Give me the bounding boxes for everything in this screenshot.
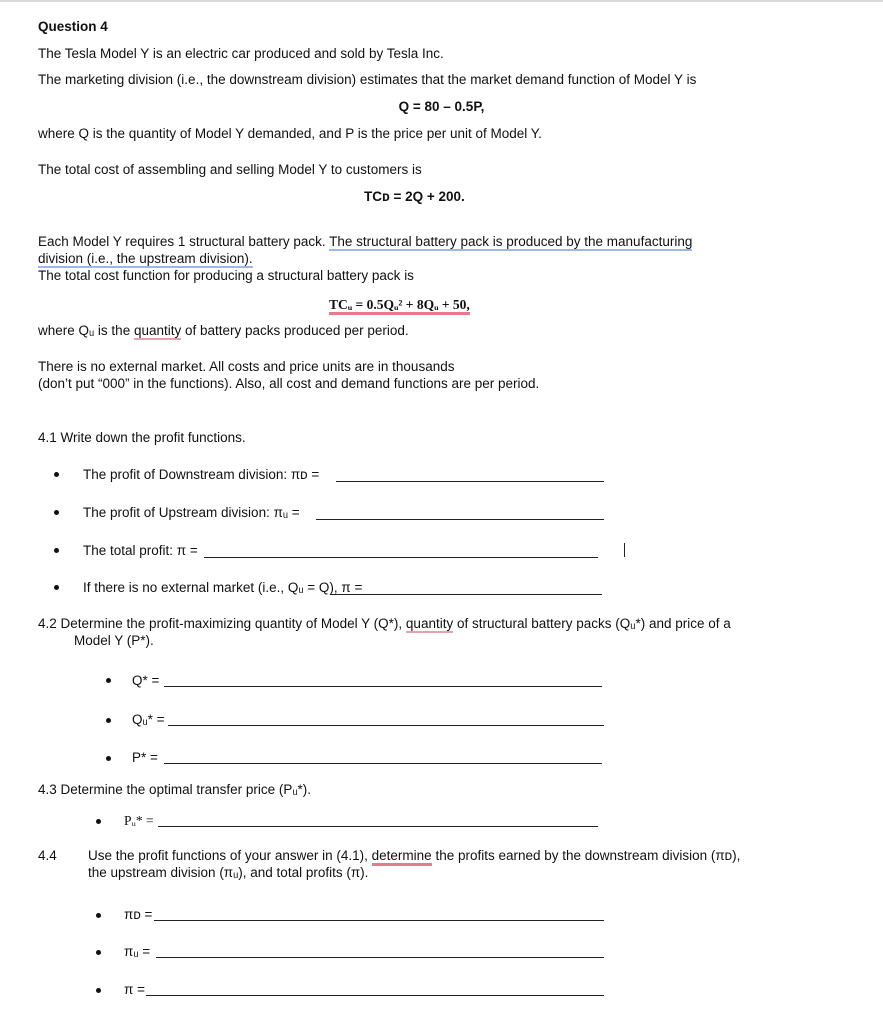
text-cursor <box>624 543 625 557</box>
answer-blank-qustar[interactable] <box>168 725 604 726</box>
q41-item-upstream: The profit of Upstream division: πᵤ = <box>83 505 300 520</box>
q42-title: 4.2 Determine the profit-maximizing quantity of Model Y (Q*), quantity of structural battery packs (Qᵤ*) and price of a <box>38 616 731 631</box>
q42-item-qstar: Q* = <box>132 673 160 688</box>
answer-blank-pi-no-market[interactable] <box>330 594 602 595</box>
answer-blank-pustar[interactable] <box>158 826 598 827</box>
q41-title: 4.1 Write down the profit functions. <box>38 430 246 445</box>
q44-title: Use the profit functions of your answer in (4.1), determine the profits earned by the downstream division (πᴅ), <box>88 847 740 864</box>
bullet <box>96 988 101 993</box>
battery-text-c: division (i.e., the upstream division). <box>38 251 253 266</box>
q44-title-line2: the upstream division (πᵤ), and total profits (π). <box>88 865 369 880</box>
q41-item-total: The total profit: π = <box>83 543 198 558</box>
answer-blank-pstar[interactable] <box>164 763 602 764</box>
question-title: Question 4 <box>38 19 108 34</box>
answer-blank-pi-total[interactable] <box>204 557 598 558</box>
answer-blank-44-pi-d[interactable] <box>154 920 604 921</box>
bullet <box>54 585 59 590</box>
bullet <box>106 718 111 723</box>
bullet <box>96 950 101 955</box>
q41-item-downstream: The profit of Downstream division: πᴅ = <box>83 467 320 482</box>
q43-item-pustar: Pᵤ* = <box>124 813 154 828</box>
answer-blank-qstar[interactable] <box>164 686 602 687</box>
q44-item-pi-d: πᴅ = <box>124 907 153 922</box>
bullet <box>106 756 111 761</box>
q43-title: 4.3 Determine the optimal transfer price (Pᵤ*). <box>38 782 312 797</box>
note-line2: (don’t put “000” in the functions). Also, all cost and demand functions are per period. <box>38 376 540 391</box>
tcu-function: TCᵤ = 0.5Qᵤ² + 8Qᵤ + 50, <box>329 296 470 313</box>
answer-blank-44-pi-u[interactable] <box>156 957 604 958</box>
battery-paragraph-line2 <box>38 250 253 267</box>
note-line1: There is no external market. All costs and price units are in thousands <box>38 359 455 374</box>
bullet <box>106 678 111 683</box>
demand-function: Q = 80 – 0.5P, <box>398 99 485 114</box>
q44-item-pi-u: πᵤ = <box>124 944 151 959</box>
q44-number: 4.4 <box>38 848 57 863</box>
bullet <box>96 913 101 918</box>
tcd-function: TCᴅ = 2Q + 200. <box>364 189 465 204</box>
q41-item-no-market: If there is no external market (i.e., Qᵤ = Q), π = <box>83 580 363 595</box>
bullet <box>96 819 101 824</box>
q44-item-pi-total: π = <box>124 982 145 997</box>
bullet <box>54 472 59 477</box>
top-border <box>0 0 883 2</box>
answer-blank-44-pi-total[interactable] <box>146 995 604 996</box>
battery-text-b: The structural battery pack is produced by the manufacturing <box>329 234 693 249</box>
demand-where-text: where Q is the quantity of Model Y demanded, and P is the price per unit of Model Y. <box>38 126 542 141</box>
answer-blank-pi-d[interactable] <box>336 481 604 482</box>
q42-item-pstar: P* = <box>132 750 158 765</box>
battery-text-a: Each Model Y requires 1 structural battery pack. <box>38 234 330 249</box>
battery-paragraph-line1 <box>38 233 692 250</box>
intro-text: The Tesla Model Y is an electric car produced and sold by Tesla Inc. <box>38 46 444 61</box>
marketing-text: The marketing division (i.e., the downstream division) estimates that the market demand function of Model Y is <box>38 72 697 87</box>
tc-text: The total cost of assembling and selling Model Y to customers is <box>38 162 422 177</box>
q42-title-line2: Model Y (P*). <box>74 633 154 648</box>
q42-item-qustar: Qᵤ* = <box>132 712 165 727</box>
bullet <box>54 510 59 515</box>
qu-where-text: where Qᵤ is the quantity of battery packs produced per period. <box>38 323 409 338</box>
answer-blank-pi-u[interactable] <box>316 519 604 520</box>
bullet <box>54 548 59 553</box>
battery-tc-text: The total cost function for producing a structural battery pack is <box>38 268 414 283</box>
